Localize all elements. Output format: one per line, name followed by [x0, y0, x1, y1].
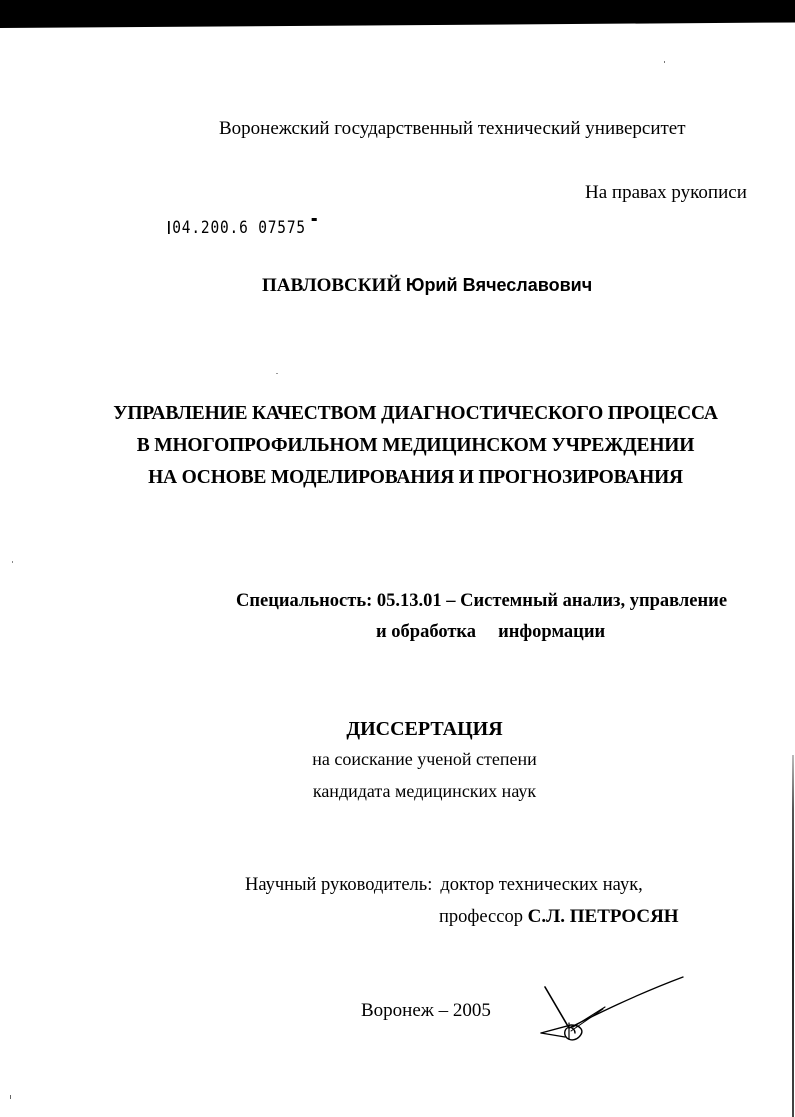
- signature-icon: [535, 965, 695, 1050]
- advisor-degree: доктор технических наук,: [440, 875, 643, 895]
- scan-speck: [12, 561, 13, 563]
- dissertation-subtitle-1: на соискание ученой степени: [312, 749, 537, 769]
- author-surname: ПАВЛОВСКИЙ: [262, 275, 402, 296]
- specialty-line-2-part2: информации: [498, 622, 606, 642]
- advisor-line-1: [245, 875, 643, 896]
- author-name: [262, 275, 592, 297]
- advisor-rank: профессор: [439, 907, 523, 927]
- specialty-line-2-part1: и обработка: [376, 622, 477, 642]
- advisor-name: С.Л. ПЕТРОСЯН: [527, 906, 679, 927]
- city-year: Воронеж – 2005: [361, 1000, 491, 1021]
- title-line-2: В МНОГОПРОФИЛЬНОМ МЕДИЦИНСКОМ УЧРЕЖДЕНИИ: [136, 435, 695, 456]
- archive-code: [168, 218, 317, 238]
- archive-code-dash: [312, 218, 317, 221]
- specialty-line-1: Специальность: 05.13.01 – Системный анализ, управление: [236, 591, 728, 611]
- dissertation-subtitle-2: кандидата медицинских наук: [312, 781, 537, 801]
- scan-top-border-edge: [0, 0, 795, 28]
- dissertation-title: [0, 398, 795, 494]
- title-line-1: УПРАВЛЕНИЕ КАЧЕСТВОМ ДИАГНОСТИЧЕСКОГО ПРОЦЕССА: [113, 403, 718, 424]
- scan-speck: [276, 373, 278, 374]
- advisor-label: Научный руководитель:: [245, 875, 433, 895]
- advisor-line-2: [439, 906, 679, 928]
- university-name: Воронежский государственный технический университет: [219, 118, 686, 139]
- scan-speck: [664, 61, 665, 63]
- specialty-line-2: [376, 622, 605, 643]
- manuscript-note: На правах рукописи: [585, 182, 747, 203]
- author-given-names: Юрий Вячеславович: [405, 275, 593, 295]
- archive-code-value: 04.200.6 07575: [172, 218, 306, 238]
- archive-code-mark: [168, 221, 170, 234]
- dissertation-heading: ДИССЕРТАЦИЯ: [346, 718, 503, 740]
- scan-right-edge: [792, 755, 794, 1117]
- scan-speck: [10, 1095, 11, 1099]
- title-line-3: НА ОСНОВЕ МОДЕЛИРОВАНИЯ И ПРОГНОЗИРОВАНИЯ: [148, 467, 683, 488]
